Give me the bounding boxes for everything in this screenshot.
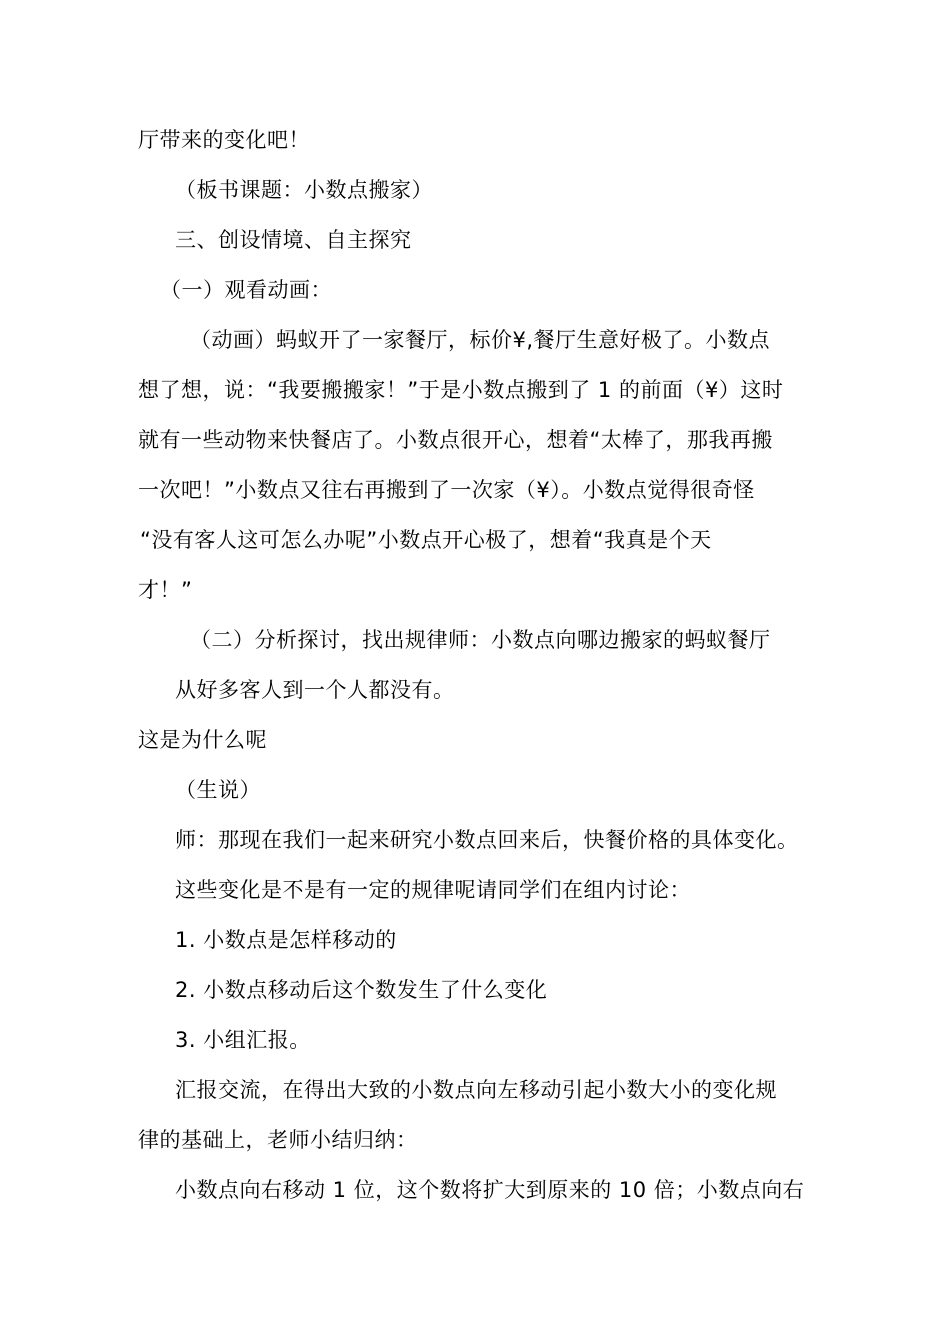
section-heading-3: 三、创设情境、自主探究 [175, 228, 412, 252]
text-line-5: （动画）蚂蚁开了一家餐厅，标价¥,餐厅生意好极了。小数点 [190, 328, 771, 352]
text-line-8: 一次吧！”小数点又往右再搬到了一次家（¥）。小数点觉得很奇怪 [138, 478, 755, 502]
text-line-2: （板书课题：小数点搬家） [175, 178, 433, 202]
text-line-6: 想了想，说：“我要搬搬家！”于是小数点搬到了 1 的前面（¥）这时 [138, 378, 784, 402]
text-line-12: 从好多客人到一个人都没有。 [175, 678, 455, 702]
text-line-16: 这些变化是不是有一定的规律呢请同学们在组内讨论： [175, 878, 691, 902]
subsection-heading-1: （一）观看动画： [160, 278, 332, 302]
list-item-1: 1. 小数点是怎样移动的 [175, 928, 397, 952]
text-line-9: “没有客人这可怎么办呢”小数点开心极了，想着“我真是个天 [140, 528, 712, 552]
list-item-3: 3. 小组汇报。 [175, 1028, 311, 1052]
subsection-heading-2: （二）分析探讨，找出规律师：小数点向哪边搬家的蚂蚁餐厅 [190, 628, 771, 652]
text-line-10: 才！” [138, 578, 193, 602]
text-line-14: （生说） [175, 778, 261, 802]
text-line-20: 汇报交流，在得出大致的小数点向左移动引起小数大小的变化规 [175, 1078, 777, 1102]
text-line-13: 这是为什么呢 [138, 728, 267, 752]
list-item-2: 2. 小数点移动后这个数发生了什么变化 [175, 978, 548, 1002]
text-line-7: 就有一些动物来快餐店了。小数点很开心，想着“太棒了，那我再搬 [138, 428, 773, 452]
text-line-15: 师：那现在我们一起来研究小数点回来后，快餐价格的具体变化。 [175, 828, 799, 852]
text-line-1: 厅带来的变化吧！ [138, 128, 310, 152]
text-line-21: 律的基础上，老师小结归纳： [138, 1128, 418, 1152]
text-line-22: 小数点向右移动 1 位，这个数将扩大到原来的 10 倍；小数点向右 [175, 1178, 805, 1202]
